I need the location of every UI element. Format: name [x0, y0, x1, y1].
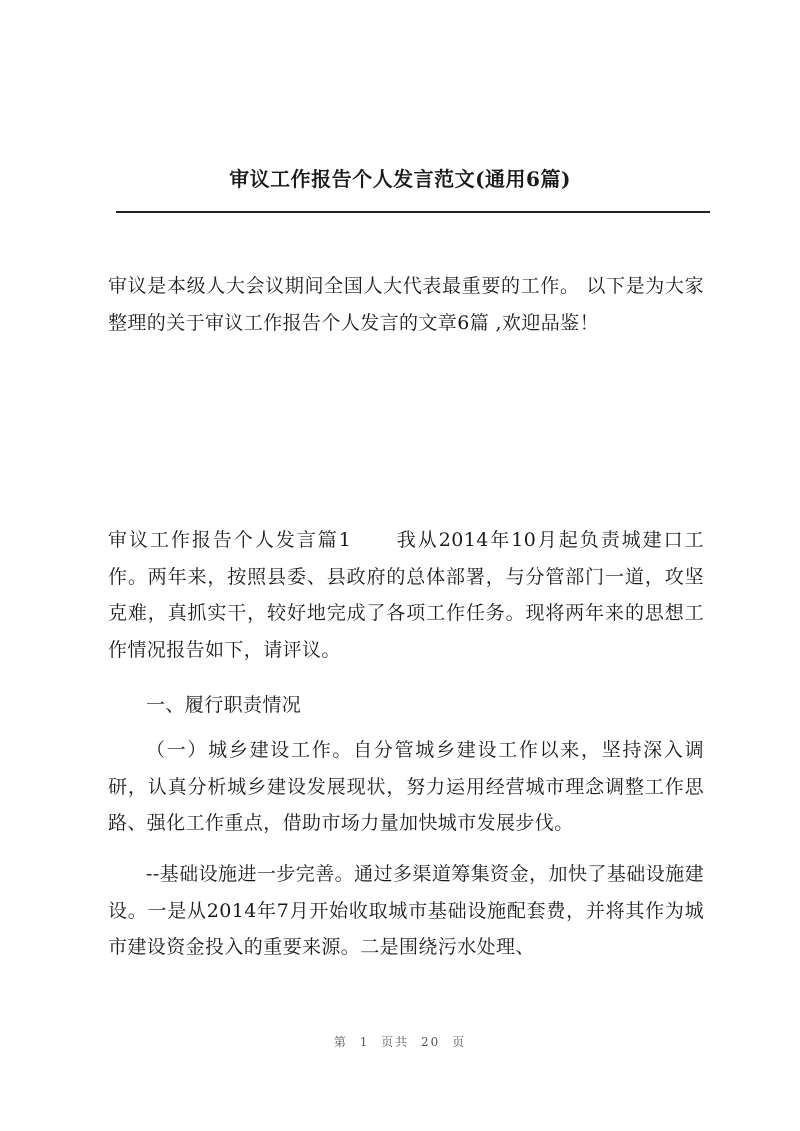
section-1-paragraph — [108, 522, 704, 668]
item-urban-construction: （一）城乡建设工作。自分管城乡建设工作以来，坚持深入调研，认真分析城乡建设发展现状，努力运用经营城市理念调整工作思路、强化工作重点，借助市场力量加快城市发展步伐。 — [108, 739, 704, 834]
intro-paragraph: 审议是本级人大会议期间全国人大代表最重要的工作。 以下是为大家整理的关于审议工作报告个人发言的文章6篇 ,欢迎品鉴！ — [108, 275, 704, 334]
footer-suffix: 页 — [452, 1035, 467, 1049]
footer-current-page: 1 — [359, 1035, 370, 1049]
item-infrastructure: --基础设施进一步完善。通过多渠道筹集资金，加快了基础设施建设。一是从2014年7月开始收取城市基础设施配套费，并将其作为城市建设资金投入的重要来源。二是围绕污水处理、 — [108, 863, 704, 958]
page-footer — [0, 1033, 800, 1050]
footer-middle: 页共 — [381, 1035, 410, 1049]
document-title: 审议工作报告个人发言范文(通用6篇) — [229, 167, 571, 191]
section-label: 审议工作报告个人发言篇1 — [108, 529, 352, 551]
section-opening: 我从2014年10月起负责城建口工作。两年来，按照县委、县政府的总体部署，与分管部门一道，攻坚克难，真抓实干，较好地完成了各项工作任务。现将两年来的思想工作情况报告如下，请评议。 — [108, 529, 704, 661]
title-divider — [116, 211, 710, 213]
footer-prefix: 第 — [333, 1035, 348, 1049]
heading-performance: 一、履行职责情况 — [146, 694, 302, 716]
footer-total-pages: 20 — [421, 1035, 441, 1049]
